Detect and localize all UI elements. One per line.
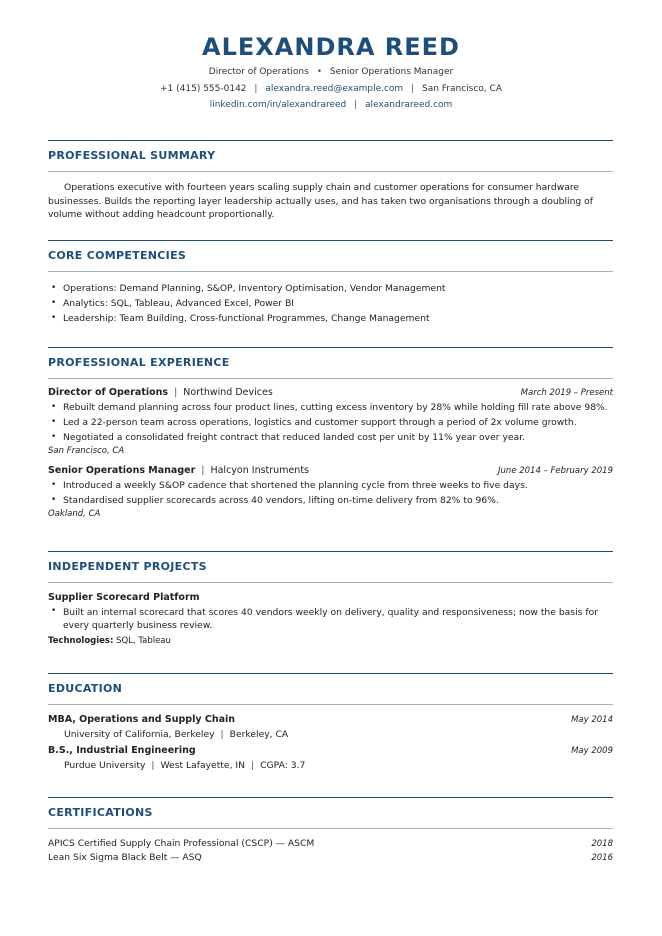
contact-line [0,84,662,94]
project-title: Supplier Scorecard Platform [48,592,200,603]
degree: B.S., Industrial Engineering [48,745,196,756]
job-location: Oakland, CA [48,509,101,519]
pipe-separator: | [251,760,255,771]
list-item: • Operations: Demand Planning, S&OP, Inventory Optimisation, Vendor Management [48,281,613,296]
email-link[interactable]: alexandra.reed@example.com [265,84,404,94]
header-titles [0,67,662,77]
project-bullets [48,605,613,632]
job-bullets [48,400,613,445]
section-subrule [48,171,613,172]
school-place: Berkeley, CA [229,729,289,740]
job-company: Halcyon Instruments [210,465,309,476]
job-title-line [48,464,309,478]
section-heading: PROFESSIONAL EXPERIENCE [48,356,230,369]
pipe-separator: | [254,84,258,94]
competency-list [48,281,613,326]
title-separator: • [316,67,323,77]
certification-name: APICS Certified Supply Chain Professional (CSCP) — ASCM [48,838,315,849]
certification-row [48,837,613,851]
list-item: • Standardised supplier scorecards across 40 vendors, lifting on-time delivery from 82% to 96%. [48,493,613,508]
website-link[interactable]: alexandrareed.com [365,100,453,110]
job-title-line [48,386,273,400]
school: Purdue University [64,760,146,771]
tech-list: SQL, Tableau [116,636,171,646]
job-bullets [48,478,613,508]
certification-row [48,851,613,865]
job-location: San Francisco, CA [48,446,125,456]
list-item: • Leadership: Team Building, Cross-functional Programmes, Change Management [48,311,613,326]
education-section [48,673,613,773]
list-item: • Built an internal scorecard that scores 40 vendors weekly on delivery, quality and responsiveness; now the basis for every quarterly business review. [48,605,613,632]
education-header [48,744,613,758]
experience-section [48,347,613,521]
summary-text: Operations executive with fourteen years scaling supply chain and customer operations for consumer hardware businesses. Builds the reporting layer leadership actually uses, and has taken two organisations through a doubling of volume without adding headcount proportionally. [48,182,594,220]
projects-section [48,551,613,648]
job-role: Senior Operations Manager [48,465,196,476]
section-subrule [48,704,613,705]
project-technologies [48,634,613,648]
section-subrule [48,828,613,829]
education-header [48,713,613,727]
degree: MBA, Operations and Supply Chain [48,714,236,725]
job-dates: June 2014 – February 2019 [498,466,613,476]
pipe-separator: | [354,100,358,110]
pipe-separator: | [174,387,178,398]
location: San Francisco, CA [421,84,502,94]
section-heading: CORE COMPETENCIES [48,249,187,262]
project-entry [48,591,613,648]
job-dates: March 2019 – Present [520,388,613,398]
section-heading: EDUCATION [48,682,123,695]
education-date: May 2014 [571,715,613,725]
section-heading: PROFESSIONAL SUMMARY [48,149,216,162]
list-item: • Led a 22-person team across operations, logistics and customer support through a period of 2x volume growth. [48,415,613,430]
certification-name: Lean Six Sigma Black Belt — ASQ [48,852,202,863]
education-details [48,758,613,773]
pipe-separator: | [151,760,155,771]
section-heading: INDEPENDENT PROJECTS [48,560,207,573]
links-line [0,100,662,110]
summary-section [48,140,613,222]
list-item: • Negotiated a consolidated freight contract that reduced landed cost per unit by 11% year over year. [48,430,613,445]
job-header [48,386,613,400]
section-subrule [48,271,613,272]
job-entry [48,386,613,458]
section-subrule [48,582,613,583]
pipe-separator: | [220,729,224,740]
list-item: • Introduced a weekly S&OP cadence that shortened the planning cycle from three weeks to five days. [48,478,613,493]
section-heading: CERTIFICATIONS [48,806,153,819]
education-entry [48,713,613,742]
school-place: West Lafayette, IN [160,760,245,771]
phone: +1 (415) 555-0142 [160,84,247,94]
job-entry [48,464,613,521]
linkedin-link[interactable]: linkedin.com/in/alexandrareed [209,100,347,110]
competencies-section [48,240,613,326]
title-1: Director of Operations [208,67,309,77]
education-entry [48,744,613,773]
job-role: Director of Operations [48,387,169,398]
section-subrule [48,378,613,379]
gpa: CGPA: 3.7 [260,760,306,771]
job-company: Northwind Devices [183,387,273,398]
education-details [48,727,613,742]
title-2: Senior Operations Manager [329,67,454,77]
certification-list [48,837,613,865]
job-header [48,464,613,478]
list-item: • Rebuilt demand planning across four product lines, cutting excess inventory by 28% while holding fill rate above 98%. [48,400,613,415]
list-item: • Analytics: SQL, Tableau, Advanced Excel, Power BI [48,296,613,311]
certification-year: 2018 [591,839,613,849]
pipe-separator: | [411,84,415,94]
pipe-separator: | [201,465,205,476]
certifications-section [48,797,613,865]
tech-label: Technologies: [48,636,114,646]
education-date: May 2009 [571,746,613,756]
project-header [48,591,613,605]
candidate-name: ALEXANDRA REED [202,33,460,61]
certification-year: 2016 [591,853,613,863]
school: University of California, Berkeley [64,729,215,740]
